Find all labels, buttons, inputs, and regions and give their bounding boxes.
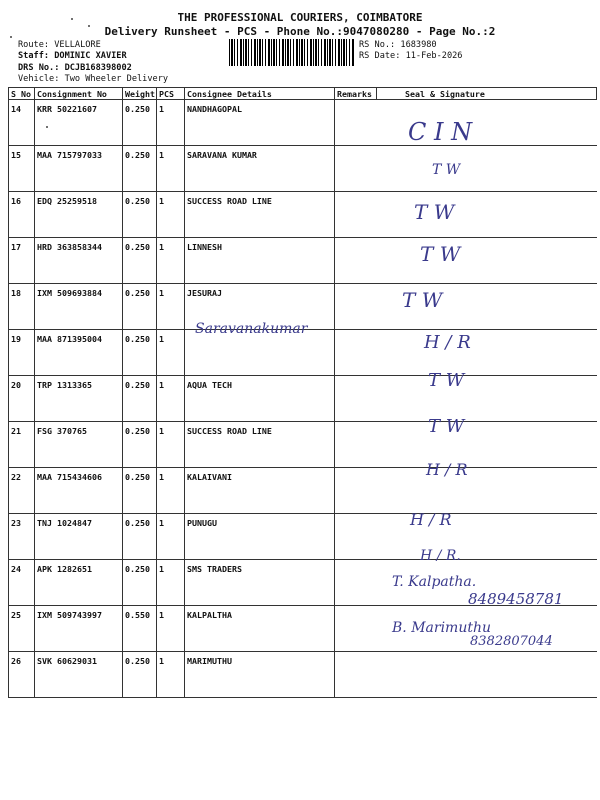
rs-date-label: RS Date: 11-Feb-2026	[359, 51, 463, 61]
cell-weight: 0.250	[123, 652, 157, 698]
cell-weight: 0.250	[123, 192, 157, 238]
signature-r17: T W	[420, 242, 461, 266]
cell-consignee: SUCCESS ROAD LINE	[185, 422, 335, 468]
cell-consignment: SVK 60629031	[35, 652, 123, 698]
table-row	[9, 652, 597, 698]
col-consignee: Consignee Details	[185, 88, 335, 100]
cell-signature	[377, 376, 597, 422]
cell-consignment: HRD 363858344	[35, 238, 123, 284]
cell-consignment: TNJ 1024847	[35, 514, 123, 560]
cell-sno: 24	[9, 560, 35, 606]
signature-r26: B. Marimuthu	[392, 620, 491, 636]
cell-consignee: SARAVANA KUMAR	[185, 146, 335, 192]
table-row	[9, 514, 597, 560]
signature-r15: T W	[432, 162, 461, 178]
cell-remarks	[335, 514, 377, 560]
consignee-handwritten-r19: Saravanakumar	[195, 321, 308, 337]
cell-weight: 0.250	[123, 284, 157, 330]
cell-consignment: MAA 715434606	[35, 468, 123, 514]
signature-r20: T W	[428, 370, 465, 391]
cell-consignee: SMS TRADERS	[185, 560, 335, 606]
cell-weight: 0.250	[123, 560, 157, 606]
cell-sno: 14	[9, 100, 35, 146]
barcode	[229, 39, 355, 66]
table-header-row	[9, 88, 597, 100]
speck	[46, 126, 48, 128]
table-row	[9, 192, 597, 238]
cell-weight: 0.250	[123, 330, 157, 376]
signature-r24: H / R.	[420, 548, 461, 564]
cell-sno: 19	[9, 330, 35, 376]
col-signature: Seal & Signature	[377, 88, 597, 100]
cell-weight: 0.250	[123, 514, 157, 560]
cell-signature	[377, 468, 597, 514]
cell-consignee: KALPALTHA	[185, 606, 335, 652]
signature-r18: T W	[402, 288, 443, 312]
cell-sno: 23	[9, 514, 35, 560]
cell-consignee: AQUA TECH	[185, 376, 335, 422]
cell-pcs: 1	[157, 100, 185, 146]
cell-remarks	[335, 100, 377, 146]
route-label: Route: VELLALORE	[18, 40, 101, 50]
cell-consignment: IXM 509693884	[35, 284, 123, 330]
staff-label: Staff: DOMINIC XAVIER	[18, 51, 127, 61]
runsheet-subtitle: Delivery Runsheet - PCS - Phone No.:9047080280 - Page No.:2	[104, 25, 496, 38]
cell-consignment: FSG 370765	[35, 422, 123, 468]
cell-consignee: LINNESH	[185, 238, 335, 284]
table-row	[9, 468, 597, 514]
table-row	[9, 146, 597, 192]
cell-consignee: NANDHAGOPAL	[185, 100, 335, 146]
signature-r21: T W	[428, 416, 465, 437]
speck	[71, 18, 73, 20]
company-title: THE PROFESSIONAL COURIERS, COIMBATORE	[177, 11, 423, 24]
cell-pcs: 1	[157, 192, 185, 238]
cell-sno: 25	[9, 606, 35, 652]
table-row	[9, 238, 597, 284]
cell-sno: 16	[9, 192, 35, 238]
cell-sno: 20	[9, 376, 35, 422]
signature-r25: T. Kalpatha.	[392, 574, 477, 590]
signature-r14: C I N	[408, 118, 473, 146]
cell-pcs: 1	[157, 560, 185, 606]
cell-pcs: 1	[157, 238, 185, 284]
speck	[88, 25, 90, 27]
cell-pcs: 1	[157, 146, 185, 192]
cell-remarks	[335, 606, 377, 652]
cell-remarks	[335, 146, 377, 192]
cell-remarks	[335, 376, 377, 422]
col-consignment: Consignment No	[35, 88, 123, 100]
phone-r26: 8382807044	[470, 634, 553, 649]
cell-sno: 17	[9, 238, 35, 284]
cell-pcs: 1	[157, 606, 185, 652]
cell-consignee: JESURAJ	[185, 284, 335, 330]
cell-consignee: PUNUGU	[185, 514, 335, 560]
cell-consignment: IXM 509743997	[35, 606, 123, 652]
cell-remarks	[335, 560, 377, 606]
table-row	[9, 100, 597, 146]
cell-pcs: 1	[157, 376, 185, 422]
cell-sno: 21	[9, 422, 35, 468]
cell-sno: 22	[9, 468, 35, 514]
cell-remarks	[335, 422, 377, 468]
cell-pcs: 1	[157, 652, 185, 698]
cell-remarks	[335, 652, 377, 698]
cell-weight: 0.250	[123, 376, 157, 422]
cell-consignment: KRR 50221607	[35, 100, 123, 146]
cell-signature	[377, 652, 597, 698]
rs-no-label: RS No.: 1683980	[359, 40, 437, 50]
cell-remarks	[335, 330, 377, 376]
cell-signature	[377, 146, 597, 192]
cell-weight: 0.250	[123, 100, 157, 146]
cell-signature	[377, 330, 597, 376]
cell-weight: 0.550	[123, 606, 157, 652]
cell-remarks	[335, 468, 377, 514]
signature-r19: H / R	[424, 332, 471, 353]
col-sno: S No	[9, 88, 35, 100]
signature-r22: H / R	[426, 460, 468, 479]
drs-label: DRS No.: DCJB168398002	[18, 63, 132, 73]
cell-sno: 26	[9, 652, 35, 698]
cell-remarks	[335, 192, 377, 238]
cell-sno: 18	[9, 284, 35, 330]
cell-remarks	[335, 284, 377, 330]
col-remarks: Remarks	[335, 88, 377, 100]
cell-weight: 0.250	[123, 146, 157, 192]
cell-weight: 0.250	[123, 468, 157, 514]
signature-r16: T W	[414, 200, 455, 224]
cell-signature	[377, 422, 597, 468]
cell-consignee: KALAIVANI	[185, 468, 335, 514]
cell-consignee: SUCCESS ROAD LINE	[185, 192, 335, 238]
cell-consignment: MAA 715797033	[35, 146, 123, 192]
table-row	[9, 422, 597, 468]
cell-pcs: 1	[157, 330, 185, 376]
cell-pcs: 1	[157, 284, 185, 330]
table-row	[9, 376, 597, 422]
speck	[10, 36, 12, 38]
cell-remarks	[335, 238, 377, 284]
vehicle-label: Vehicle: Two Wheeler Delivery	[18, 74, 169, 84]
phone-r25: 8489458781	[468, 590, 564, 608]
cell-consignment: MAA 871395004	[35, 330, 123, 376]
cell-consignment: TRP 1313365	[35, 376, 123, 422]
cell-signature	[377, 192, 597, 238]
col-pcs: PCS	[157, 88, 185, 100]
cell-sno: 15	[9, 146, 35, 192]
cell-consignment: EDQ 25259518	[35, 192, 123, 238]
cell-pcs: 1	[157, 514, 185, 560]
cell-weight: 0.250	[123, 422, 157, 468]
cell-pcs: 1	[157, 468, 185, 514]
cell-consignee: MARIMUTHU	[185, 652, 335, 698]
col-weight: Weight	[123, 88, 157, 100]
cell-consignment: APK 1282651	[35, 560, 123, 606]
cell-weight: 0.250	[123, 238, 157, 284]
signature-r23: H / R	[410, 510, 452, 529]
cell-signature	[377, 238, 597, 284]
cell-pcs: 1	[157, 422, 185, 468]
